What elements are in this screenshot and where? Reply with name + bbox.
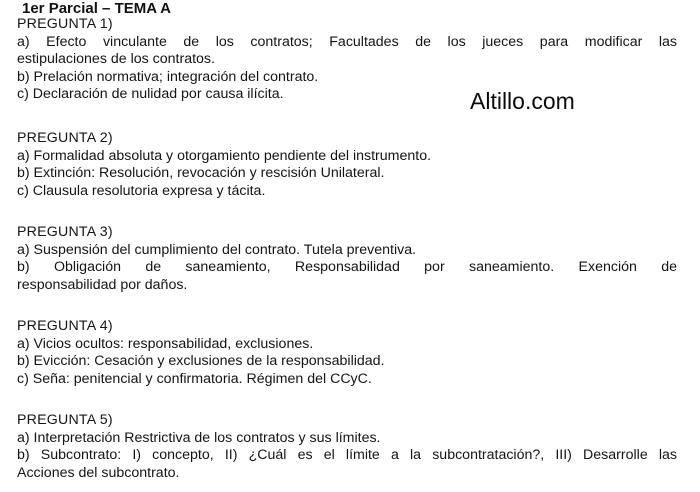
question-5 — [17, 412, 677, 482]
question-title: PREGUNTA 3) — [17, 224, 113, 240]
question-item: b) Subcontrato: I) concepto, II) ¿Cuál es el límite a la subcontratación?, III) Desarrolle las — [17, 447, 677, 463]
exam-header: 1er Parcial – TEMA A — [22, 0, 171, 17]
question-item: c) Clausula resolutoria expresa y tácita. — [17, 182, 266, 199]
question-item: b) Evicción: Cesación y exclusiones de la responsabilidad. — [17, 353, 385, 369]
question-item: estipulaciones de los contratos. — [17, 51, 215, 67]
question-item: a) Interpretación Restrictiva de los contratos y sus límites. — [17, 429, 381, 446]
question-title: PREGUNTA 4) — [17, 318, 113, 334]
question-item: a) Suspensión del cumplimiento del contrato. Tutela preventiva. — [17, 241, 417, 258]
question-item: c) Seña: penitencial y confirmatoria. Régimen del CCyC. — [17, 370, 372, 387]
question-item: Acciones del subcontrato. — [17, 464, 180, 481]
question-item: c) Declaración de nulidad por causa ilícita. — [17, 86, 284, 102]
question-item: b) Obligación de saneamiento, Responsabilidad por saneamiento. Exención de — [17, 259, 677, 275]
question-4 — [17, 318, 677, 388]
question-2 — [17, 130, 677, 200]
question-title: PREGUNTA 2) — [17, 130, 113, 146]
question-1 — [17, 16, 677, 104]
question-title: PREGUNTA 1) — [17, 16, 113, 32]
question-3 — [17, 224, 677, 294]
question-item: b) Prelación normativa; integración del contrato. — [17, 68, 319, 85]
question-item: b) Extinción: Resolución, revocación y rescisión Unilateral. — [17, 165, 385, 181]
watermark-text: Altillo.com — [470, 88, 575, 114]
question-item: a) Vicios ocultos: responsabilidad, exclusiones. — [17, 335, 314, 352]
question-item: a) Formalidad absoluta y otorgamiento pendiente del instrumento. — [17, 147, 432, 164]
question-item: a) Efecto vinculante de los contratos; Facultades de los jueces para modificar las — [17, 33, 677, 50]
question-title: PREGUNTA 5) — [17, 412, 113, 428]
question-item: responsabilidad por daños. — [17, 276, 188, 293]
